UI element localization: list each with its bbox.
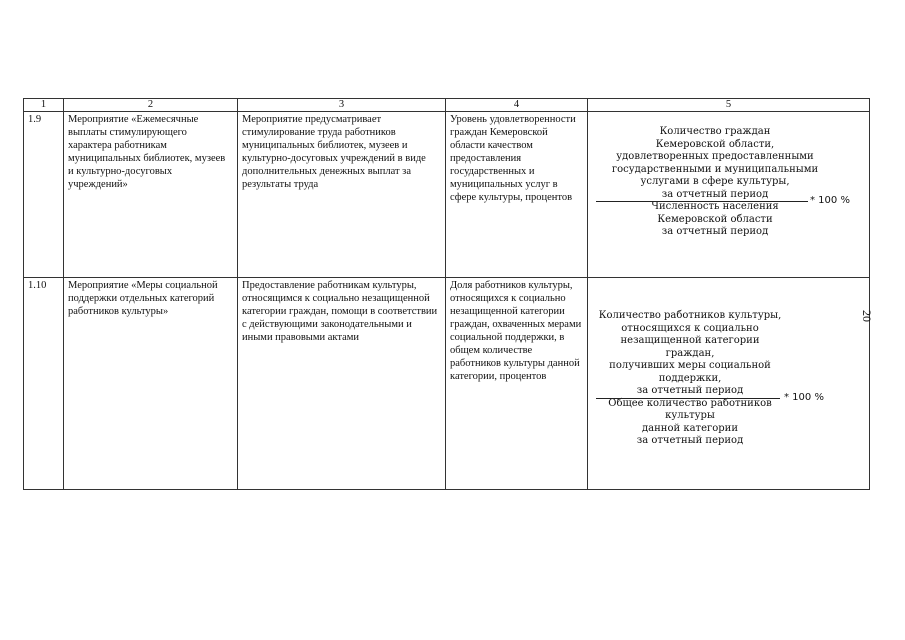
numerator-line: за отчетный период xyxy=(636,385,744,396)
numerator-line: граждан, xyxy=(665,347,715,359)
table-row xyxy=(24,278,870,490)
formula xyxy=(588,112,869,239)
row-number: 1.10 xyxy=(24,278,64,490)
multiplier: * 100 % xyxy=(810,195,850,206)
fraction-bar xyxy=(596,201,808,202)
formula-cell xyxy=(588,112,870,278)
header-cell: 5 xyxy=(588,99,870,112)
numerator-line: удовлетворенных предоставленными xyxy=(616,151,814,162)
header-cell: 1 xyxy=(24,99,64,112)
header-cell: 4 xyxy=(446,99,588,112)
formula-numerator xyxy=(590,310,790,398)
numerator-line: относящихся к социально xyxy=(621,322,759,334)
multiplier: * 100 % xyxy=(784,392,824,403)
header-cell: 2 xyxy=(64,99,238,112)
indicator-cell: Доля работников культуры, относящихся к социально незащищенной категории граждан, охваченных мерами социальной поддержки, в общем количестве работников культуры данной категории, процентов xyxy=(446,278,588,490)
denominator-line: за отчетный период xyxy=(636,435,744,446)
formula xyxy=(588,278,869,448)
indicators-table xyxy=(23,98,870,490)
measure-cell: Мероприятие «Меры социальной поддержки отдельных категорий работников культуры» xyxy=(64,278,238,490)
description-cell: Предоставление работникам культуры, относящимся к социально незащищенной категории граждан, помощи в соответствии с действующими законодательными и иными правовыми актами xyxy=(238,278,446,490)
header-cell: 3 xyxy=(238,99,446,112)
page-number: 20 xyxy=(860,310,874,322)
fraction-bar xyxy=(596,398,780,399)
numerator-line: Количество граждан xyxy=(659,126,771,137)
description-cell: Мероприятие предусматривает стимулирование труда работников муниципальных библиотек, музеев и культурно-досуговых учреждений в виде дополнительных денежных выплат за результаты труда xyxy=(238,112,446,278)
measure-cell: Мероприятие «Ежемесячные выплаты стимулирующего характера работникам муниципальных библиотек, музеев и культурно-досуговых учреждений» xyxy=(64,112,238,278)
denominator-line: за отчетный период xyxy=(661,226,769,237)
formula-denominator xyxy=(590,398,790,448)
numerator-line: незащищенной категории xyxy=(620,335,760,346)
formula-denominator xyxy=(600,201,830,239)
numerator-line: за отчетный период xyxy=(661,188,769,200)
numerator-line: услугами в сфере культуры, xyxy=(640,176,790,187)
table-row xyxy=(24,112,870,278)
numerator-line: государственными и муниципальными xyxy=(611,163,819,175)
header-row xyxy=(24,99,870,112)
formula-numerator xyxy=(600,126,830,201)
numerator-line: Количество работников культуры, xyxy=(598,310,782,321)
denominator-line: культуры xyxy=(665,410,715,421)
formula-cell xyxy=(588,278,870,490)
row-number: 1.9 xyxy=(24,112,64,278)
numerator-line: получивших меры социальной xyxy=(609,360,771,371)
denominator-line: Кемеровской области xyxy=(657,213,773,225)
denominator-line: Численность населения xyxy=(651,201,779,212)
denominator-line: данной категории xyxy=(642,422,738,434)
denominator-line: Общее количество работников xyxy=(608,397,772,409)
indicator-cell: Уровень удовлетворенности граждан Кемеровской области качеством предоставления государственных и муниципальных услуг в сфере культуры, процентов xyxy=(446,112,588,278)
numerator-line: Кемеровской области, xyxy=(655,138,775,150)
numerator-line: поддержки, xyxy=(658,372,722,384)
